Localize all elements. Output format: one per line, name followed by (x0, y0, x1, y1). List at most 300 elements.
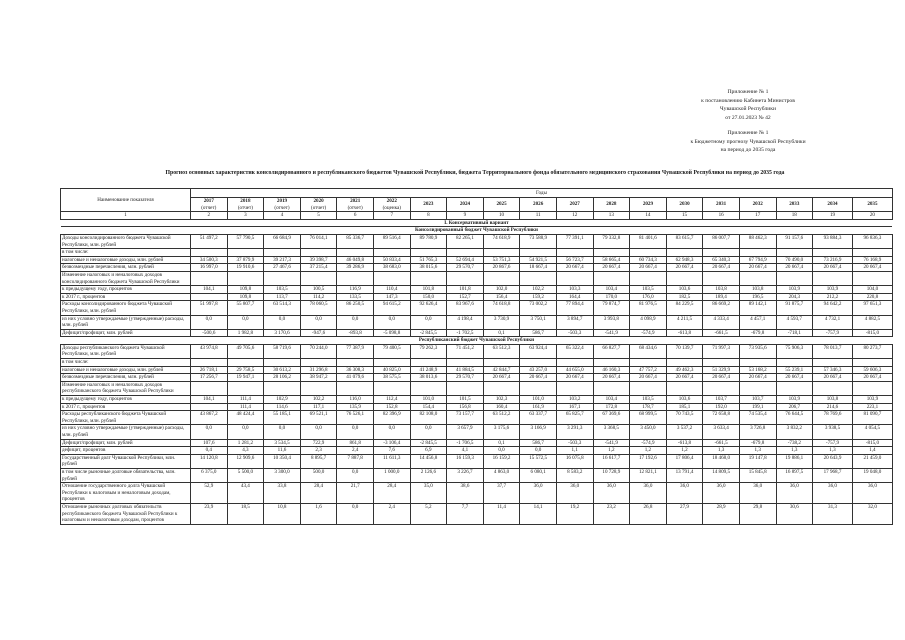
year-header-cell (227, 198, 264, 212)
appendix-2-line: Приложение № 1 (727, 130, 769, 136)
value-cell (776, 359, 813, 367)
year-header-cell (852, 198, 892, 212)
value-cell: 6 080,1 (520, 468, 557, 482)
value-cell: 116,9 (337, 286, 374, 294)
value-cell: 82 265,1 (447, 234, 484, 248)
table-row (61, 286, 893, 294)
column-number: 13 (593, 212, 630, 220)
value-cell: 36,0 (739, 483, 776, 504)
value-cell: 36,0 (813, 483, 853, 504)
value-cell: 29 570,7 (447, 374, 484, 382)
value-cell: 33,8 (264, 483, 301, 504)
row-label: безвозмездные перечисления, млн. рублей (61, 264, 191, 272)
value-cell: 14 120,8 (191, 454, 228, 468)
value-cell: 7,6 (373, 447, 410, 455)
value-cell: 2,3 (300, 447, 337, 455)
value-cell: 17 968,7 (813, 468, 853, 482)
value-cell: 14 809,5 (703, 468, 740, 482)
value-cell: 26 718,1 (191, 366, 228, 374)
value-cell: 220,8 (852, 293, 892, 301)
value-cell (520, 249, 557, 257)
value-cell: 72 658,8 (703, 411, 740, 425)
value-cell: 29 570,7 (447, 264, 484, 272)
year-header-cell (191, 198, 228, 212)
value-cell: 66 827,7 (593, 344, 630, 358)
value-cell: 4 882,5 (852, 315, 892, 329)
value-cell: 3 730,9 (483, 315, 520, 329)
value-cell: 20 667,4 (813, 374, 853, 382)
value-cell: 36,0 (520, 483, 557, 504)
row-label: в том числе рыночные долговые обязательства, млн. рублей (61, 468, 191, 482)
value-cell: 0,0 (227, 425, 264, 439)
value-cell (264, 381, 301, 395)
value-cell: 116,0 (337, 396, 374, 404)
row-label: налоговые и неналоговые доходы, млн. рублей (61, 256, 191, 264)
value-cell (666, 271, 703, 285)
value-cell: 86 007,7 (703, 234, 740, 248)
value-cell: 11,4 (483, 503, 520, 524)
value-cell: 20 867,6 (483, 264, 520, 272)
value-cell: 10 350,4 (264, 454, 301, 468)
value-cell (227, 381, 264, 395)
value-cell: 82 108,0 (410, 411, 447, 425)
name-column-header: Наименование показателя (61, 189, 191, 212)
column-number: 6 (337, 212, 374, 220)
column-number: 9 (447, 212, 484, 220)
value-cell: 63 924,4 (520, 344, 557, 358)
value-cell: 3 291,3 (556, 425, 593, 439)
value-cell (520, 359, 557, 367)
column-number: 10 (483, 212, 520, 220)
value-cell: 16 997,0 (191, 264, 228, 272)
value-cell: 103,8 (813, 396, 853, 404)
value-cell (852, 271, 892, 285)
table-row (61, 439, 893, 447)
value-cell: 14 456,8 (410, 454, 447, 468)
value-cell: 861,8 (337, 439, 374, 447)
value-cell: 41 884,5 (447, 366, 484, 374)
year-note: (отчет) (311, 204, 327, 211)
value-cell: 109,8 (227, 286, 264, 294)
value-cell (300, 359, 337, 367)
value-cell: 76 168,9 (852, 256, 892, 264)
value-cell: 0,0 (410, 425, 447, 439)
row-label: Изменение налоговых и неналоговых доходов консолидированного бюджета Чувашской Республики (61, 271, 191, 285)
value-cell: 94 615,2 (373, 301, 410, 315)
table-row (61, 329, 893, 337)
value-cell: -661,5 (703, 329, 740, 337)
value-cell (776, 249, 813, 257)
year-label: 2022 (386, 198, 397, 204)
value-cell: 20 643,9 (813, 454, 853, 468)
value-cell: 1,1 (556, 447, 593, 455)
value-cell: 3 368,5 (593, 425, 630, 439)
appendix-2-line: к Бюджетному прогнозу Чувашской Республики (690, 138, 806, 145)
value-cell (483, 381, 520, 395)
value-cell: 147,3 (373, 293, 410, 301)
value-cell: 4 593,7 (776, 315, 813, 329)
value-cell: 63 337,7 (520, 411, 557, 425)
value-cell: 133,5 (337, 293, 374, 301)
value-cell: 103,3 (556, 286, 593, 294)
year-label: 2027 (569, 201, 580, 208)
value-cell: 176,0 (630, 293, 667, 301)
value-cell: 28 106,2 (264, 374, 301, 382)
value-cell (852, 381, 892, 395)
value-cell (191, 293, 228, 301)
value-cell (483, 249, 520, 257)
value-cell: 2,4 (373, 503, 410, 524)
value-cell: 0,0 (337, 468, 374, 482)
value-cell: 1,2 (630, 447, 667, 455)
value-cell (447, 381, 484, 395)
value-cell: 0,4 (191, 447, 228, 455)
value-cell: -541,9 (593, 439, 630, 447)
value-cell: 167,1 (556, 403, 593, 411)
value-cell: 27 467,6 (264, 264, 301, 272)
value-cell: 1,3 (813, 447, 853, 455)
value-cell: 75 906,3 (776, 344, 813, 358)
value-cell: 42 844,7 (483, 366, 520, 374)
value-cell: 70 244,0 (300, 344, 337, 358)
value-cell: 12 909,6 (227, 454, 264, 468)
value-cell: 4 732,1 (813, 315, 853, 329)
value-cell: 214,6 (813, 403, 853, 411)
value-cell: 102,2 (520, 286, 557, 294)
value-cell: 3 537,2 (666, 425, 703, 439)
value-cell: 83 967,6 (447, 301, 484, 315)
row-label: дефицит, процентов (61, 447, 191, 455)
row-label: к 2017 г., процентов (61, 293, 191, 301)
value-cell: 56 723,7 (556, 256, 593, 264)
value-cell: 154,4 (410, 403, 447, 411)
value-cell: -2 845,5 (410, 329, 447, 337)
value-cell: 101,0 (410, 396, 447, 404)
value-cell: 172,8 (593, 403, 630, 411)
value-cell: 103,8 (703, 286, 740, 294)
value-cell: 52 694,4 (447, 256, 484, 264)
year-label: 2018 (240, 198, 251, 204)
value-cell: 20 667,4 (852, 264, 892, 272)
value-cell: 3 657,9 (447, 425, 484, 439)
value-cell: 0,0 (191, 425, 228, 439)
value-cell: 81 401,6 (630, 234, 667, 248)
value-cell: 51 997,8 (191, 301, 228, 315)
value-cell (593, 271, 630, 285)
value-cell: 152,8 (373, 403, 410, 411)
value-cell: 3 175,6 (483, 425, 520, 439)
value-cell: 1,2 (666, 447, 703, 455)
value-cell (703, 271, 740, 285)
value-cell: 39 286,9 (337, 264, 374, 272)
table-row (61, 503, 893, 524)
value-cell: 3 726,8 (739, 425, 776, 439)
value-cell: 52,9 (191, 483, 228, 504)
value-cell: 63 512,2 (483, 411, 520, 425)
table-row (61, 483, 893, 504)
value-cell: 48 424,4 (227, 411, 264, 425)
value-cell: 4 098,9 (630, 315, 667, 329)
value-cell (813, 359, 853, 367)
value-cell: 71 997,3 (703, 344, 740, 358)
forecast-table (60, 188, 893, 525)
column-number: 7 (373, 212, 410, 220)
value-cell: -503,3 (556, 439, 593, 447)
table-row (61, 425, 893, 439)
year-label: 2020 (313, 198, 324, 204)
value-cell: 196,5 (739, 293, 776, 301)
value-cell: 1 982,8 (227, 329, 264, 337)
value-cell: 82 396,9 (373, 411, 410, 425)
year-header-cell (447, 198, 484, 212)
value-cell: 6 375,0 (191, 468, 228, 482)
value-cell: 83 615,7 (666, 234, 703, 248)
value-cell: 34 500,3 (191, 256, 228, 264)
year-note: (отчет) (237, 204, 253, 211)
value-cell: 3 300,0 (264, 468, 301, 482)
value-cell: 51 497,2 (191, 234, 228, 248)
value-cell: -541,9 (593, 329, 630, 337)
value-cell: 102,0 (483, 286, 520, 294)
value-cell: 3 170,6 (264, 329, 301, 337)
value-cell: 178,7 (630, 403, 667, 411)
value-cell: 103,9 (852, 396, 892, 404)
value-cell: 101,8 (410, 286, 447, 294)
column-number: 11 (520, 212, 557, 220)
value-cell (630, 249, 667, 257)
value-cell: 2,4 (337, 447, 374, 455)
value-cell: 36,0 (593, 483, 630, 504)
year-header-cell (264, 198, 301, 212)
year-header-cell (520, 198, 557, 212)
value-cell: 43 974,8 (191, 344, 228, 358)
value-cell: 73 935,6 (739, 344, 776, 358)
column-number: 5 (300, 212, 337, 220)
value-cell: 3 832,2 (776, 425, 813, 439)
value-cell: 63 514,3 (264, 301, 301, 315)
column-number: 8 (410, 212, 447, 220)
value-cell: 21 459,0 (852, 454, 892, 468)
value-cell: 156,8 (447, 403, 484, 411)
table-row (61, 403, 893, 411)
value-cell: 3 166,9 (520, 425, 557, 439)
row-label: Доходы республиканского бюджета Чувашской Республики, млн. рублей (61, 344, 191, 358)
section-title-text: I. Консервативный вариант (61, 219, 893, 227)
value-cell: 66 684,9 (264, 234, 301, 248)
value-cell: 27,9 (666, 503, 703, 524)
value-cell: 84 229,5 (666, 301, 703, 315)
value-cell: 65 340,3 (703, 256, 740, 264)
table-row (61, 454, 893, 468)
value-cell: 43,4 (227, 483, 264, 504)
value-cell: 73 002,2 (520, 301, 557, 315)
value-cell (264, 359, 301, 367)
value-cell: 38 013,6 (410, 374, 447, 382)
value-cell: 37 215,4 (300, 264, 337, 272)
value-cell: 3 450,0 (630, 425, 667, 439)
value-cell: 7,7 (447, 503, 484, 524)
value-cell: 20 667,4 (593, 374, 630, 382)
value-cell: 43 867,2 (191, 411, 228, 425)
value-cell: 3 226,7 (447, 468, 484, 482)
value-cell: 109,8 (227, 293, 264, 301)
value-cell: 0,0 (227, 315, 264, 329)
value-cell: 103,7 (703, 396, 740, 404)
value-cell: 161,9 (520, 403, 557, 411)
section-subtitle-text: Республиканский бюджет Чувашской Республики (61, 337, 893, 345)
value-cell: 68 999,5 (630, 411, 667, 425)
value-cell (556, 359, 593, 367)
value-cell: 36 308,3 (337, 366, 374, 374)
value-cell: 111,4 (227, 396, 264, 404)
value-cell (410, 249, 447, 257)
column-number: 18 (776, 212, 813, 220)
value-cell: 3 633,4 (703, 425, 740, 439)
value-cell: 70 490,0 (776, 256, 813, 264)
value-cell: 0,1 (483, 439, 520, 447)
value-cell: 0,0 (373, 315, 410, 329)
value-cell: 16 617,7 (593, 454, 630, 468)
value-cell: -5 098,8 (373, 329, 410, 337)
value-cell: 76 014,1 (300, 234, 337, 248)
appendix-1-line: к постановлению Кабинета Министров (701, 97, 795, 104)
value-cell: 20 667,4 (703, 374, 740, 382)
value-cell: 18 667,4 (520, 264, 557, 272)
value-cell: 103,9 (776, 396, 813, 404)
value-cell: -500,6 (191, 329, 228, 337)
value-cell: 20 667,4 (556, 264, 593, 272)
value-cell: 14,1 (520, 503, 557, 524)
value-cell: 47 757,2 (630, 366, 667, 374)
value-cell: 79 874,7 (593, 301, 630, 315)
value-cell (813, 249, 853, 257)
value-cell (556, 249, 593, 257)
value-cell: 104,1 (191, 286, 228, 294)
appendix-1-line: Приложение № 1 (727, 89, 769, 95)
row-label: Изменение налоговых и неналоговых доходов республиканского бюджета Чувашской Республики (61, 381, 191, 395)
value-cell: 107,6 (191, 439, 228, 447)
value-cell: 35,0 (410, 483, 447, 504)
value-cell: 7 887,8 (337, 454, 374, 468)
value-cell: 0,0 (483, 447, 520, 455)
value-cell: 20 667,4 (813, 264, 853, 272)
value-cell: 135,9 (337, 403, 374, 411)
value-cell: 0,0 (300, 315, 337, 329)
value-cell (373, 381, 410, 395)
value-cell: 103,2 (556, 396, 593, 404)
value-cell: 65 322,4 (556, 344, 593, 358)
row-label: Отношение государственного долга Чувашской Республики к налоговым и неналоговым доходам, процентов (61, 483, 191, 504)
value-cell: 43 257,0 (520, 366, 557, 374)
table-row (61, 468, 893, 482)
value-cell: 16 159,2 (483, 454, 520, 468)
value-cell: 89 516,4 (373, 234, 410, 248)
value-cell: 50 833,4 (373, 256, 410, 264)
years-header: Годы (191, 189, 893, 198)
year-label: 2024 (459, 201, 471, 208)
value-cell: 16 075,8 (556, 454, 593, 468)
value-cell: 21,7 (337, 483, 374, 504)
year-header-cell (776, 198, 813, 212)
value-cell: -679,8 (739, 329, 776, 337)
value-cell: 10 728,9 (593, 468, 630, 482)
value-cell: 500,0 (300, 468, 337, 482)
value-cell: 189,4 (703, 293, 740, 301)
value-cell: 586,7 (520, 329, 557, 337)
value-cell: 80 273,7 (852, 344, 892, 358)
value-cell (227, 359, 264, 367)
value-cell: 86 669,2 (703, 301, 740, 315)
value-cell: -815,0 (852, 439, 892, 447)
value-cell: 73 157,7 (447, 411, 484, 425)
column-number: 15 (666, 212, 703, 220)
value-cell: 71 451,2 (447, 344, 484, 358)
value-cell: 28,4 (373, 483, 410, 504)
appendix-1-line: Чувашской Республики (720, 106, 776, 113)
table-row (61, 249, 893, 257)
value-cell (520, 381, 557, 395)
value-cell (666, 359, 703, 367)
year-label: 2029 (642, 201, 654, 208)
value-cell: 76 526,1 (337, 411, 374, 425)
year-header-cell (373, 198, 410, 212)
value-cell: -613,8 (666, 439, 703, 447)
value-cell: 6,9 (410, 447, 447, 455)
value-cell: 51 329,9 (703, 366, 740, 374)
value-cell: 103,6 (666, 396, 703, 404)
value-cell: 85 336,7 (337, 234, 374, 248)
value-cell: 103,5 (630, 286, 667, 294)
value-cell: 0,0 (264, 425, 301, 439)
value-cell (373, 359, 410, 367)
value-cell: 20 667,4 (703, 264, 740, 272)
value-cell: 79 400,5 (373, 344, 410, 358)
value-cell (373, 271, 410, 285)
value-cell: 114,6 (264, 403, 301, 411)
value-cell (227, 249, 264, 257)
value-cell: 103,9 (813, 286, 853, 294)
value-cell: 103,7 (739, 396, 776, 404)
value-cell (191, 359, 228, 367)
year-header-cell (703, 198, 740, 212)
value-cell: 31 296,8 (300, 366, 337, 374)
value-cell: 46 049,8 (337, 256, 374, 264)
value-cell: 55 239,1 (776, 366, 813, 374)
table-row (61, 344, 893, 358)
value-cell: 15 572,5 (520, 454, 557, 468)
value-cell: 103,9 (776, 286, 813, 294)
value-cell: 117,1 (300, 403, 337, 411)
value-cell (739, 249, 776, 257)
value-cell: 44 655,0 (556, 366, 593, 374)
year-label: 2032 (752, 201, 763, 208)
value-cell: 3 534,5 (264, 439, 301, 447)
value-cell: 199,1 (739, 403, 776, 411)
value-cell (813, 381, 853, 395)
value-cell: 5 500,0 (227, 468, 264, 482)
value-cell: 23,2 (593, 503, 630, 524)
value-cell: 37 879,9 (227, 256, 264, 264)
value-cell: 39 217,3 (264, 256, 301, 264)
value-cell: 31,3 (813, 503, 853, 524)
year-header-cell (593, 198, 630, 212)
row-label: безвозмездные перечисления, млн. рублей (61, 374, 191, 382)
table-row (61, 366, 893, 374)
value-cell: 206,7 (776, 403, 813, 411)
value-cell: 20 667,4 (483, 374, 520, 382)
value-cell: 41 079,6 (337, 374, 374, 382)
value-cell (191, 249, 228, 257)
